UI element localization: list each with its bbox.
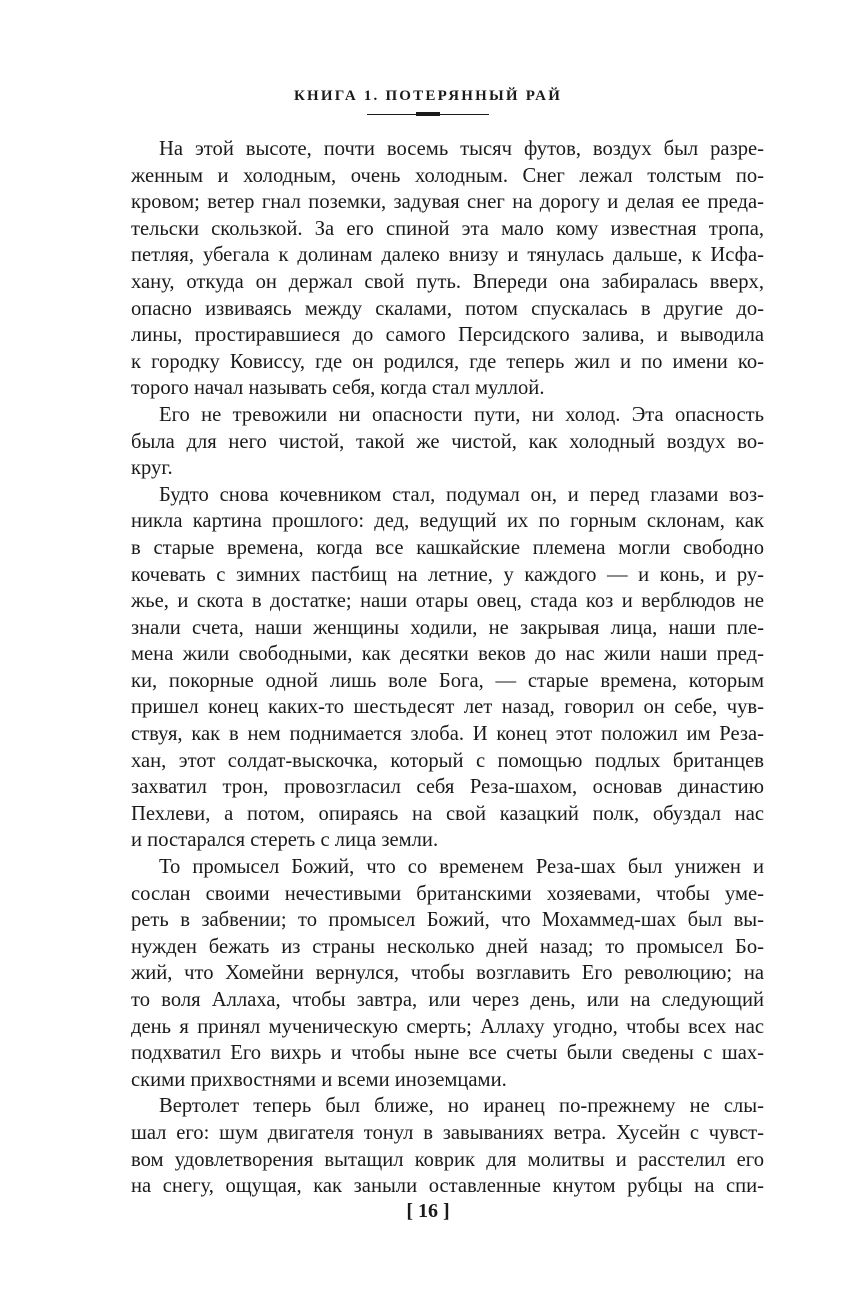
text-line: шал его: шум двигателя тонул в завываниях ветра. Хусейн с чувст-	[131, 1121, 764, 1144]
text-line: кочевать с зимних пастбищ на летние, у каждого — и конь, и ру-	[131, 563, 764, 586]
text-line: в старые времена, когда все кашкайские племена могли свободно	[131, 536, 764, 559]
text-line: лины, простиравшиеся до самого Персидского залива, и выводила	[131, 324, 764, 347]
text-line: нужден бежать из страны несколько дней назад; то промысел Бо-	[131, 935, 764, 958]
text-line: Будто снова кочевником стал, подумал он, и перед глазами воз-	[159, 483, 764, 506]
text-line: жий, что Хомейни вернулся, чтобы возглавить Его революцию; на	[131, 962, 764, 985]
text-line: На этой высоте, почти восемь тысяч футов, воздух был разре-	[159, 138, 764, 160]
text-line: женным и холодным, очень холодным. Снег лежал толстым по-	[131, 164, 764, 187]
text-line: вом удовлетворения вытащил коврик для молитвы и расстелил его	[131, 1148, 764, 1171]
text-line: хан, этот солдат-выскочка, который с помощью подлых британцев	[131, 749, 764, 772]
text-line: круг.	[131, 457, 173, 480]
paragraph	[131, 136, 764, 402]
text-line: опасно извиваясь между скалами, потом спускалась в другие до-	[131, 297, 764, 320]
text-line: захватил трон, провозгласил себя Реза-шахом, основав династию	[131, 776, 764, 799]
text-line: скими прихвостнями и всеми иноземцами.	[131, 1068, 507, 1091]
text-line: петляя, убегала к долинам далеко внизу и тянулась дальше, к Исфа-	[131, 244, 764, 267]
text-line: ки, покорные одной лишь воле Бога, — старые времена, которым	[131, 669, 764, 692]
text-line: была для него чистой, такой же чистой, как холодный воздух во-	[131, 430, 764, 453]
text-line: сослан своими нечестивыми британскими хозяевами, чтобы уме-	[131, 882, 764, 905]
text-line: кровом; ветер гнал поземки, задувая снег на дорогу и делая ее преда-	[131, 191, 764, 214]
text-line: торого начал называть себя, когда стал муллой.	[131, 377, 545, 400]
text-line: подхватил Его вихрь и чтобы ныне все счеты были сведены с шах-	[131, 1042, 764, 1065]
running-head: КНИГА 1. ПОТЕРЯННЫЙ РАЙ	[293, 88, 563, 104]
text-line: день я принял мученическую смерть; Аллаху угодно, чтобы всех нас	[131, 1015, 764, 1038]
text-line: То промысел Божий, что со временем Реза-шах был унижен и	[159, 856, 764, 879]
header-rule-accent	[416, 112, 440, 116]
paragraph	[131, 482, 764, 854]
text-line: реть в забвении; то промысел Божий, что Мохаммед-шах был вы-	[131, 909, 764, 932]
text-line: пришел конец каких-то шестьдесят лет назад, говорил он себе, чув-	[131, 696, 764, 719]
text-line: к городку Ковиссу, где он родился, где теперь жил и по имени ко-	[131, 350, 764, 373]
text-line: Его не тревожили ни опасности пути, ни холод. Эта опасность	[159, 403, 764, 426]
text-line: мена жили свободными, как десятки веков до нас жили наши пред-	[131, 643, 764, 666]
text-line: то воля Аллаха, чтобы завтра, или через день, или на следующий	[131, 989, 764, 1011]
text-line: Пехлеви, а потом, опираясь на свой казацкий полк, обуздал нас	[131, 802, 764, 825]
paragraph	[131, 402, 764, 482]
paragraph	[131, 854, 764, 1093]
text-line: на снегу, ощущая, как заныли оставленные кнутом рубцы на спи-	[131, 1175, 764, 1198]
text-line: ствуя, как в нем поднимается злоба. И конец этот положил им Реза-	[131, 723, 764, 746]
text-line: знали счета, наши женщины ходили, не закрывая лица, наши пле-	[131, 616, 764, 639]
text-line: и постарался стереть с лица земли.	[131, 829, 439, 852]
body-text	[131, 136, 764, 1200]
text-line: никла картина прошлого: дед, ведущий их по горным склонам, как	[131, 510, 764, 533]
text-line: Вертолет теперь был ближе, но иранец по-прежнему не слы-	[159, 1095, 764, 1118]
paragraph	[131, 1093, 764, 1199]
page-number: [ 16 ]	[406, 1200, 450, 1222]
text-line: хану, откуда он держал свой путь. Впереди она забиралась вверх,	[131, 270, 764, 293]
text-line: жье, и скота в достатке; наши отары овец, стада коз и верблюдов не	[131, 590, 764, 613]
text-line: тельски скользкой. За его спиной эта мало кому известная тропа,	[131, 217, 764, 240]
